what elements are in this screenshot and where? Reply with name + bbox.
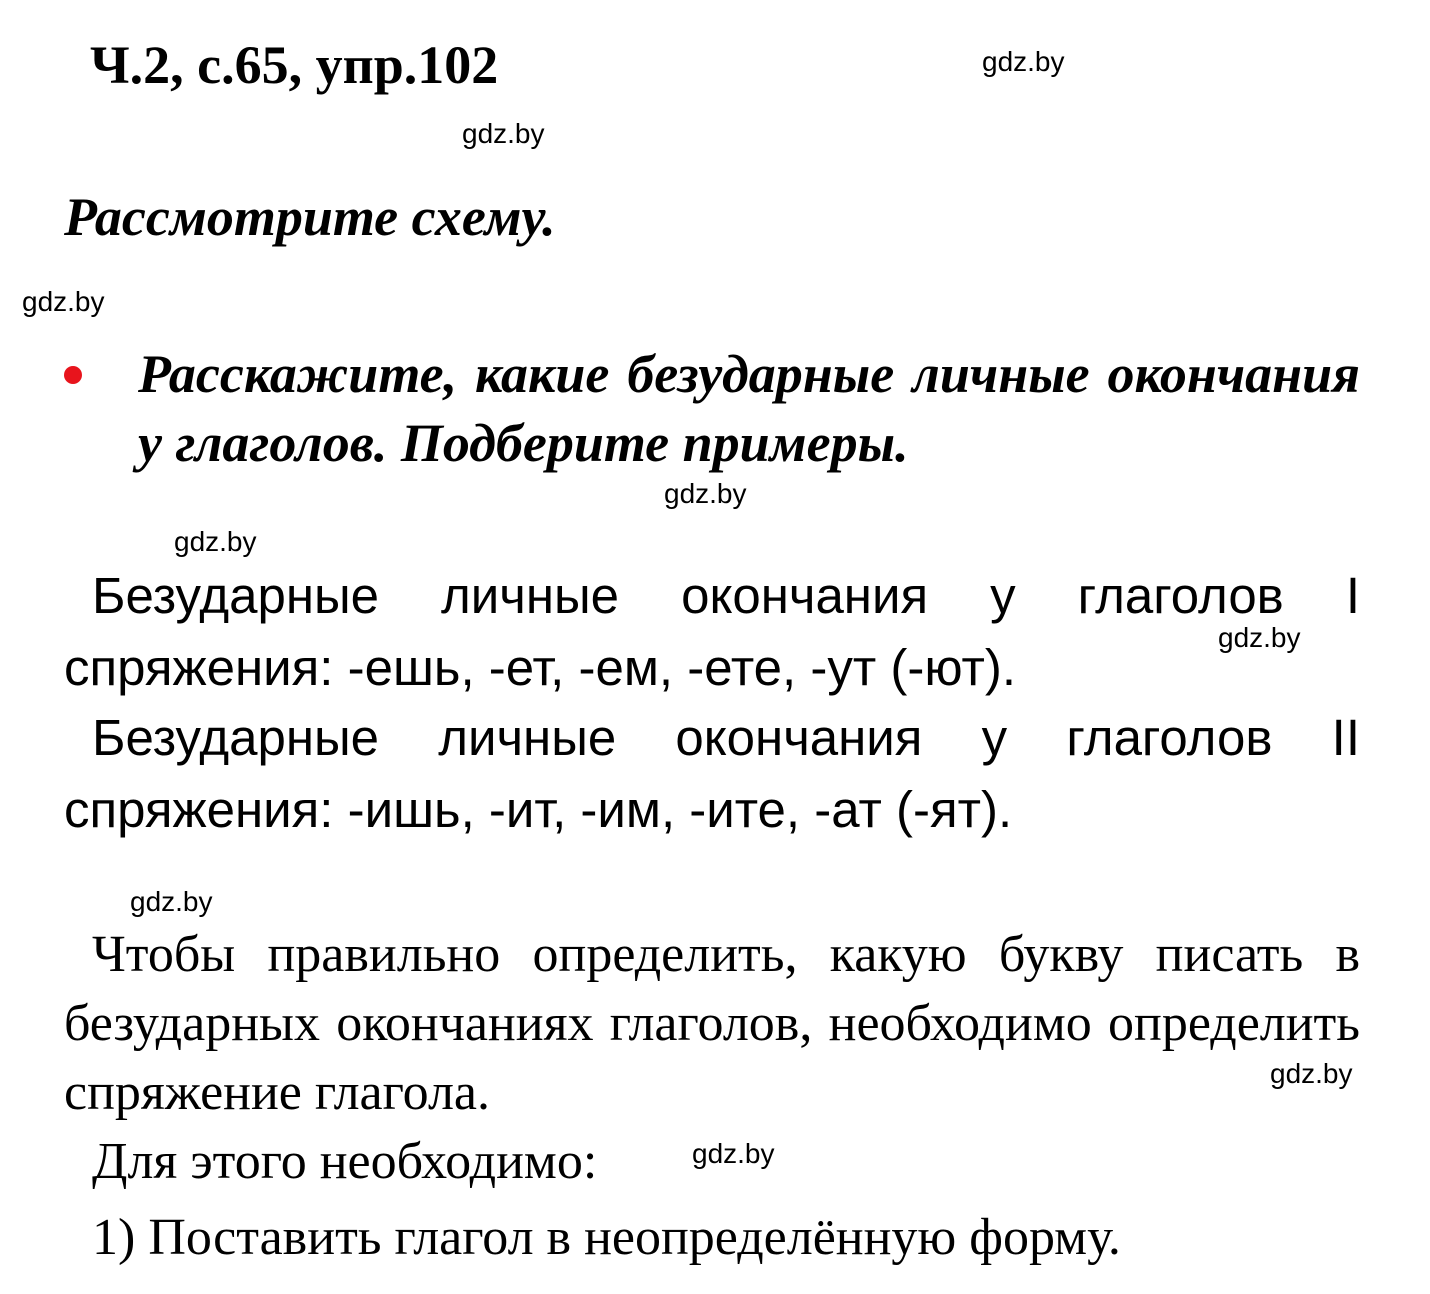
- page-title: Ч.2, с.65, упр.102: [90, 35, 499, 95]
- answer-conjugation-1: Безударные личные окончания у глаголов I спряжения: -ешь, -ет, -ем, -ете, -ут (-ют).: [64, 567, 1360, 696]
- watermark: gdz.by: [130, 886, 213, 917]
- answer-need: Для этого необходимо:: [92, 1133, 598, 1190]
- task-text: Расскажите, какие безударные личные окончания у глаголов. Подберите примеры.: [138, 344, 1360, 473]
- bullet-icon: [64, 366, 82, 384]
- answer-conjugation-2: Безударные личные окончания у глаголов II спряжения: -ишь, -ит, -им, -ите, -ат (-ят).: [64, 709, 1360, 838]
- watermark: gdz.by: [174, 526, 257, 557]
- watermark: gdz.by: [1270, 1058, 1353, 1089]
- watermark: gdz.by: [692, 1138, 775, 1169]
- watermark: gdz.by: [664, 478, 747, 509]
- answer-step-1: 1) Поставить глагол в неопределённую форму.: [92, 1209, 1121, 1266]
- answer-rule: Чтобы правильно определить, какую букву писать в безударных окончаниях глаголов, необходимо определить спряжение глагола.: [64, 926, 1360, 1121]
- watermark: gdz.by: [462, 118, 545, 149]
- instruction: Рассмотрите схему.: [64, 187, 556, 247]
- watermark: gdz.by: [22, 286, 105, 317]
- watermark: gdz.by: [982, 46, 1065, 77]
- watermark: gdz.by: [1218, 622, 1301, 653]
